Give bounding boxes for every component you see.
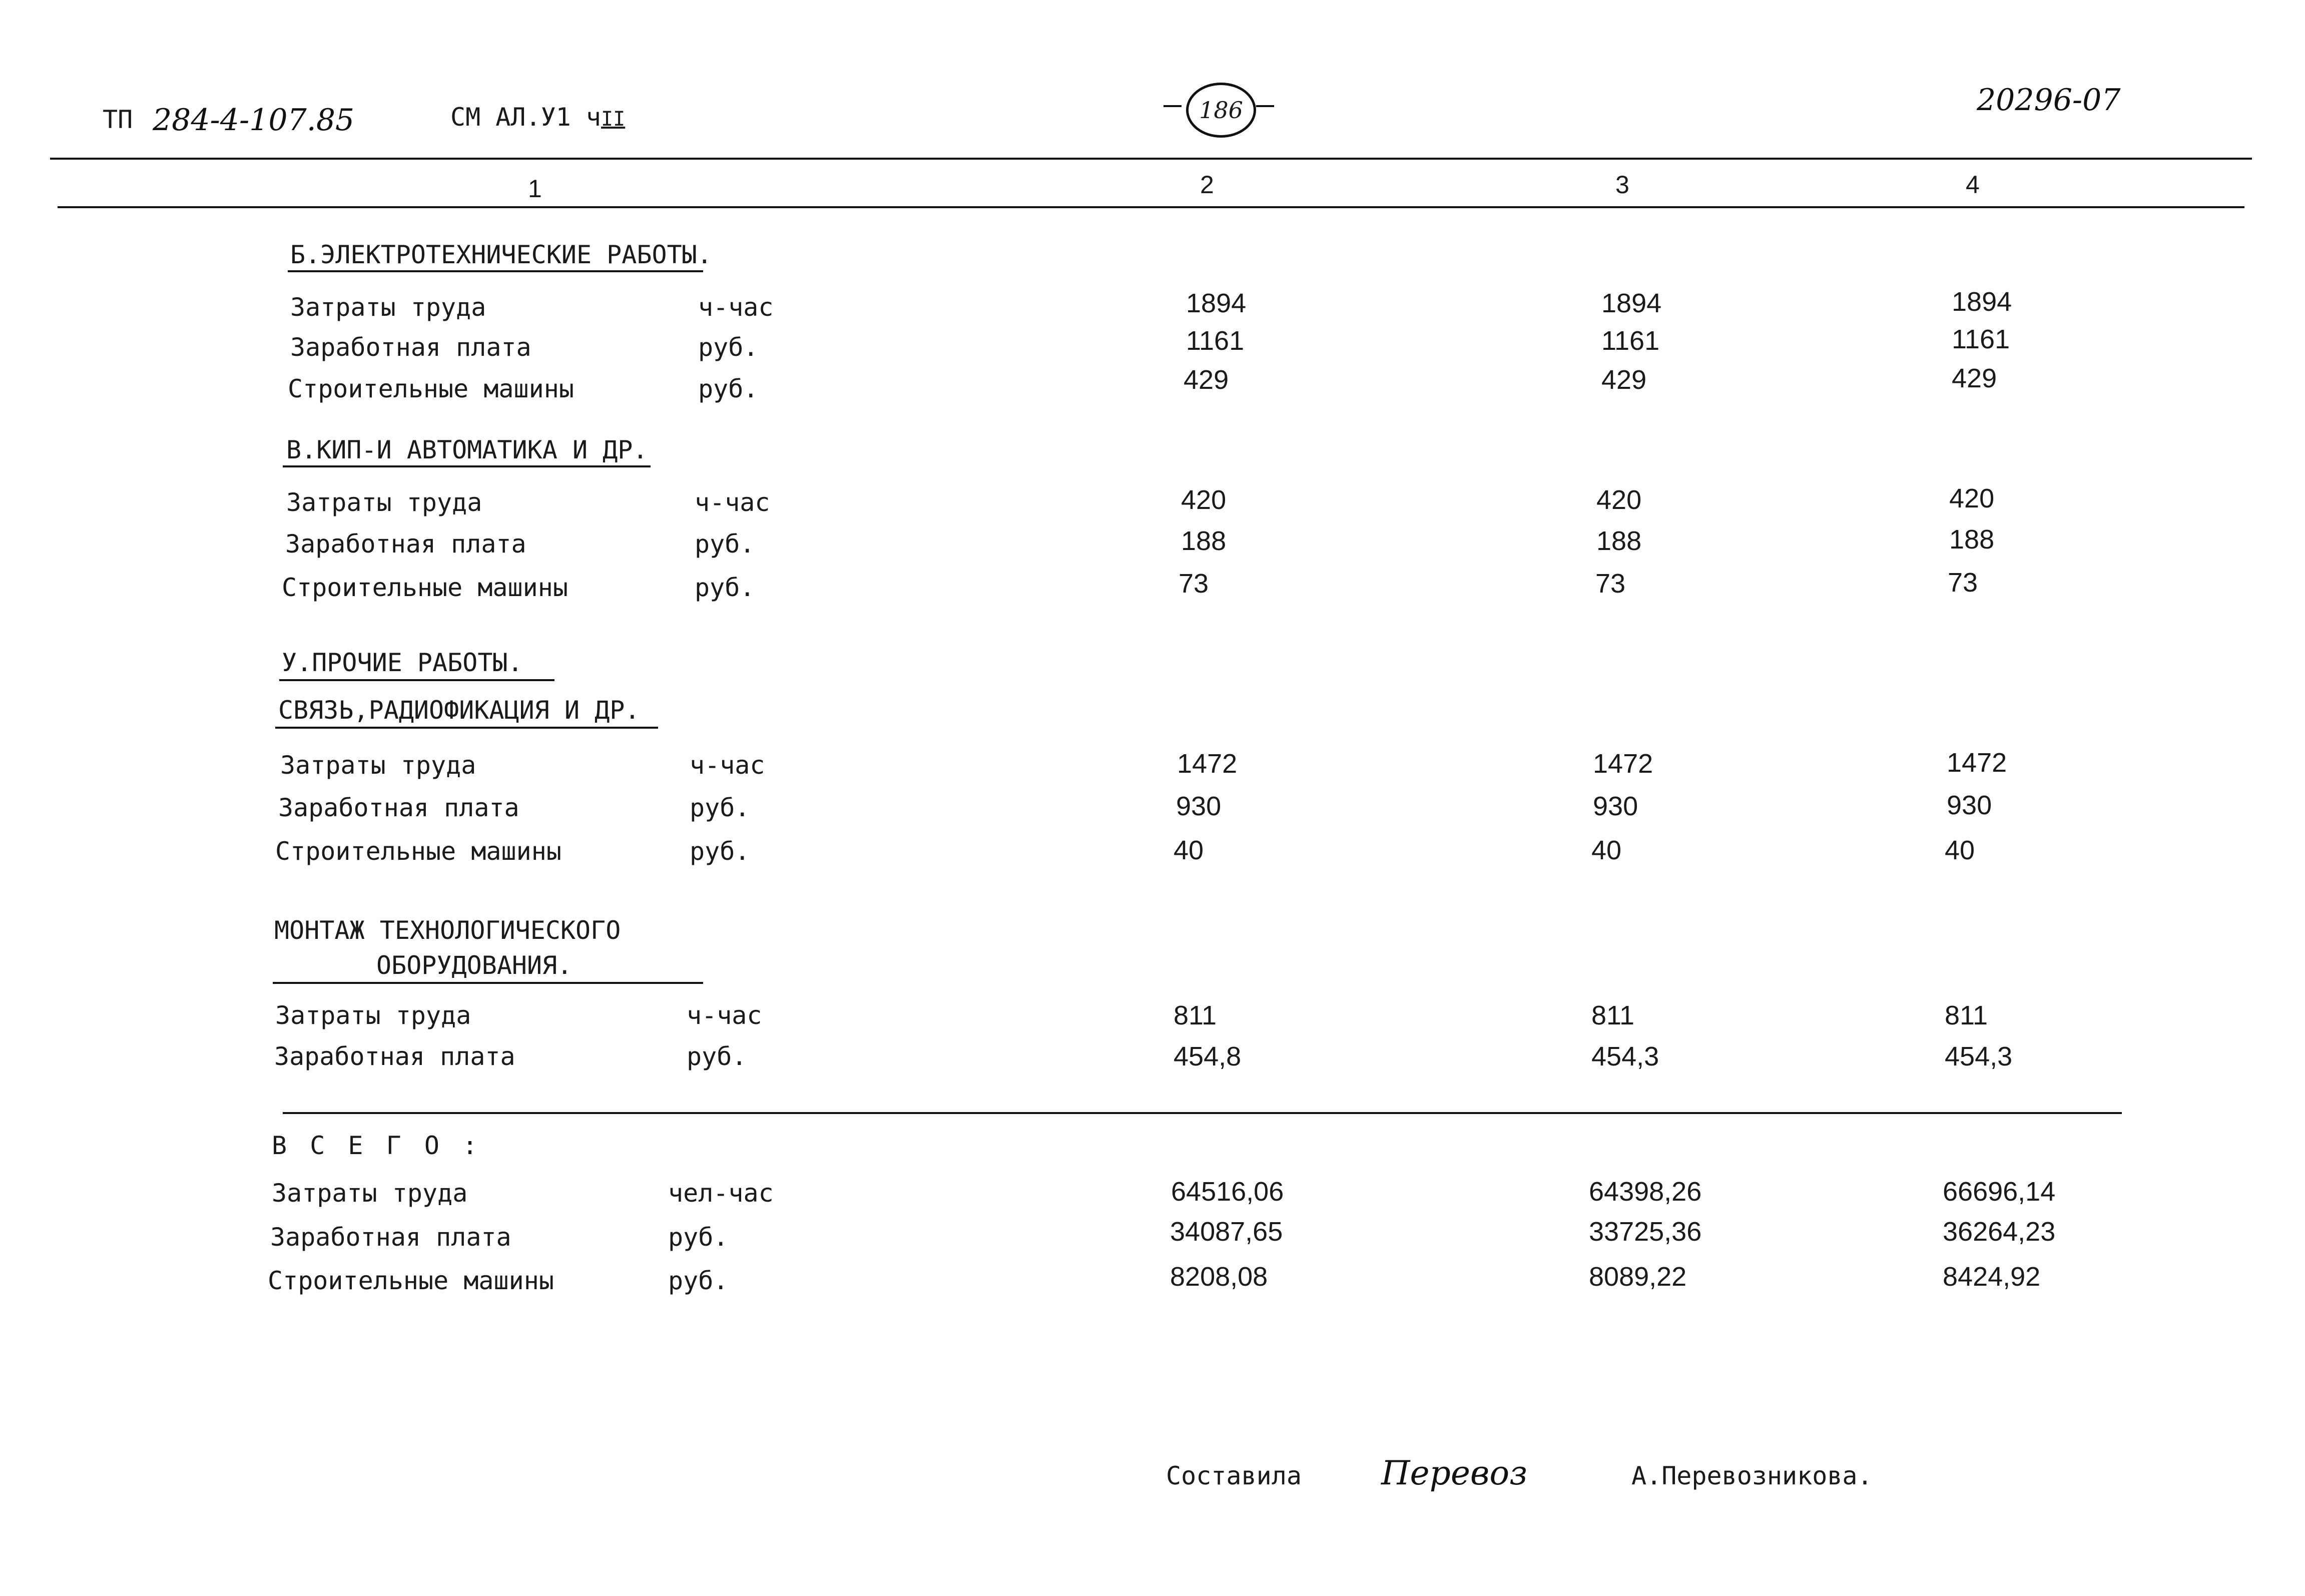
section-title-kip: В.КИП-И АВТОМАТИКА И ДР. [286,435,648,464]
section-title-other: У.ПРОЧИЕ РАБОТЫ. [282,648,523,677]
row-value-col2: 40 [1174,835,1204,865]
section-title-electrical: Б.ЭЛЕКТРОТЕХНИЧЕСКИЕ РАБОТЫ. [290,240,712,269]
row-value-col2: 34087,65 [1170,1217,1283,1247]
row-value-col4: 40 [1945,835,1975,865]
row-label: Затраты труда [272,1179,468,1208]
doc-code-prefix: ТП [103,105,133,134]
row-unit: ч-час [690,751,765,780]
row-value-col4: 8424,92 [1943,1262,2041,1292]
section-subtitle-equipment: ОБОРУДОВАНИЯ. [376,951,572,980]
section-underline-communications [275,727,658,729]
row-label: Заработная плата [290,333,531,362]
row-label: Заработная плата [274,1042,515,1071]
section-underline-equipment [273,982,703,984]
row-value-col3: 811 [1591,1000,1635,1030]
row-value-col3: 64398,26 [1589,1177,1702,1207]
row-unit: чел-час [668,1179,774,1208]
row-value-col4: 1472 [1947,748,2007,778]
row-unit: руб. [690,793,750,822]
compiled-by-label: Составила [1166,1461,1302,1490]
column-number-2: 2 [1200,171,1214,199]
row-label: Заработная плата [278,793,519,822]
row-value-col3: 40 [1591,835,1622,865]
row-value-col2: 8208,08 [1170,1262,1268,1292]
doc-reference [450,103,625,132]
header-rule-top [50,158,2252,160]
row-value-col2: 811 [1174,1000,1217,1030]
row-value-col3: 429 [1601,365,1647,395]
doc-code-number: 284-4-107.85 [153,103,355,138]
row-unit: руб. [698,374,759,403]
row-value-col4: 420 [1949,483,1995,513]
row-unit: руб. [687,1042,747,1071]
column-number-1: 1 [528,175,542,203]
row-value-col3: 420 [1596,485,1642,515]
row-unit: руб. [668,1223,729,1252]
doc-reference-text: СМ АЛ.У1 ч [450,103,602,132]
row-value-col3: 930 [1593,791,1638,821]
section-underline-electrical [288,270,703,272]
row-value-col2: 1472 [1177,749,1238,779]
section-underline-other [279,679,554,681]
column-number-3: 3 [1615,171,1629,199]
row-unit: руб. [695,529,755,559]
row-value-col2: 454,8 [1174,1041,1242,1072]
row-value-col3: 454,3 [1591,1041,1659,1072]
row-value-col4: 811 [1945,1000,1988,1030]
row-value-col2: 1161 [1186,326,1245,356]
row-unit: ч-час [698,293,774,322]
totals-title: В С Е Г О : [272,1131,482,1160]
archive-number: 20296-07 [1977,83,2121,118]
row-value-col2: 64516,06 [1171,1177,1284,1207]
section-underline-kip [283,465,651,467]
row-value-col2: 1894 [1186,288,1247,318]
row-value-col3: 1472 [1593,749,1653,779]
row-value-col4: 73 [1948,568,1978,598]
row-unit: руб. [668,1266,729,1295]
section-title-equipment: МОНТАЖ ТЕХНОЛОГИЧЕСКОГО [274,916,621,945]
page-number: 186 [1186,83,1256,138]
page-number-dash-left [1164,105,1182,107]
row-value-col3: 1894 [1601,288,1662,318]
row-value-col4: 429 [1952,363,1997,393]
row-value-col3: 188 [1596,526,1642,556]
row-label: Строительные машины [275,837,561,866]
row-label: Строительные машины [288,374,574,403]
row-unit: руб. [698,333,759,362]
row-label: Строительные машины [268,1266,554,1295]
row-value-col2: 429 [1184,365,1229,395]
row-value-col3: 1161 [1601,326,1660,356]
row-value-col4: 188 [1949,524,1995,555]
row-label: Затраты труда [275,1001,471,1030]
row-value-col2: 73 [1179,569,1209,599]
row-value-col4: 66696,14 [1943,1177,2056,1207]
row-value-col3: 73 [1595,569,1626,599]
signature: Перевоз [1381,1454,1528,1492]
column-number-4: 4 [1966,171,1980,199]
row-unit: ч-час [687,1001,762,1030]
row-value-col3: 8089,22 [1589,1262,1687,1292]
row-value-col2: 188 [1181,526,1227,556]
row-value-col3: 33725,36 [1589,1217,1702,1247]
row-value-col2: 420 [1181,485,1227,515]
row-value-col4: 454,3 [1945,1041,2013,1072]
totals-divider [283,1112,2122,1114]
row-unit: ч-час [695,488,770,517]
compiler-name: А.Перевозникова. [1631,1461,1873,1490]
row-value-col4: 930 [1947,790,1992,820]
row-value-col4: 1161 [1952,324,2010,354]
row-label: Заработная плата [270,1223,511,1252]
section-subtitle-communications: СВЯЗЬ,РАДИОФИКАЦИЯ И ДР. [278,696,640,725]
row-value-col4: 36264,23 [1943,1217,2056,1247]
row-label: Заработная плата [285,529,526,559]
row-unit: руб. [690,837,750,866]
row-value-col2: 930 [1176,791,1222,821]
row-label: Затраты труда [286,488,482,517]
row-label: Строительные машины [282,573,568,602]
row-unit: руб. [695,573,755,602]
row-value-col4: 1894 [1952,287,2012,317]
doc-reference-part: II [601,108,626,131]
row-label: Затраты труда [280,751,476,780]
page-number-dash-right [1256,105,1274,107]
header-rule-bottom [58,206,2244,208]
row-label: Затраты труда [290,293,486,322]
